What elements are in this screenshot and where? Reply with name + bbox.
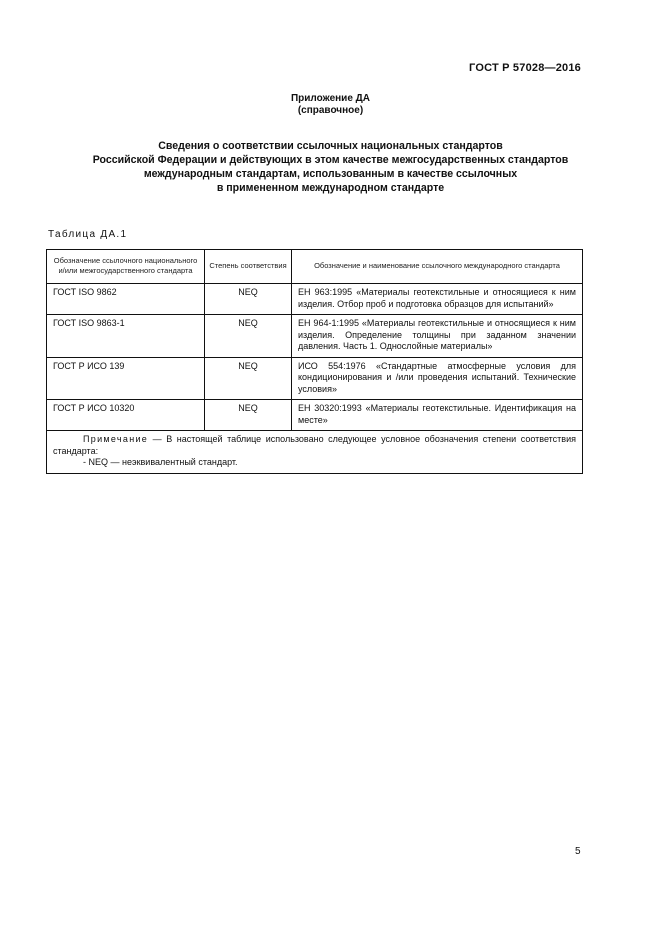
page-number: 5 <box>575 846 581 857</box>
column-header-degree: Степень соответствия <box>205 250 292 284</box>
column-header-national-standard: Обозначение ссылочного национального и/или межгосударственного стандарта <box>47 250 205 284</box>
cell-description: ЕН 963:1995 «Материалы геотекстильные и относящиеся к ним изделия. Отбор проб и подготовка образцов для испытаний» <box>292 284 583 315</box>
cell-standard: ГОСТ Р ИСО 10320 <box>47 400 205 431</box>
cell-description: ИСО 554:1976 «Стандартные атмосферные условия для кондиционирования и /или проведения испытаний. Технические условия» <box>292 357 583 400</box>
cell-degree: NEQ <box>205 400 292 431</box>
table-caption: Таблица ДА.1 <box>48 229 128 240</box>
cell-degree: NEQ <box>205 315 292 358</box>
correspondence-table <box>46 249 583 474</box>
note-label: Примечание <box>83 434 149 444</box>
column-header-international-standard: Обозначение и наименование ссылочного международного стандарта <box>292 250 583 284</box>
table-note <box>47 431 583 474</box>
cell-description: ЕН 964-1:1995 «Материалы геотекстильные и относящиеся к ним изделия. Определение толщины при заданном значении давления. Часть 1. Однослойные материалы» <box>292 315 583 358</box>
table-note-row <box>47 431 583 474</box>
heading-line: Сведения о соответствии ссылочных национальных стандартов <box>158 140 503 152</box>
table-row <box>47 357 583 400</box>
heading-line: Российской Федерации и действующих в этом качестве межгосударственных стандартов <box>92 154 569 166</box>
table-header-row <box>47 250 583 284</box>
standard-code: ГОСТ Р 57028—2016 <box>469 62 581 74</box>
cell-description: ЕН 30320:1993 «Материалы геотекстильные. Идентификация на месте» <box>292 400 583 431</box>
heading-line: международным стандартам, использованным в качестве ссылочных <box>143 168 518 180</box>
heading-line: в примененном международном стандарте <box>216 182 445 194</box>
cell-standard: ГОСТ ISO 9862 <box>47 284 205 315</box>
note-item: - NEQ — неэквивалентный стандарт. <box>83 457 238 467</box>
cell-standard: ГОСТ ISO 9863-1 <box>47 315 205 358</box>
cell-standard: ГОСТ Р ИСО 139 <box>47 357 205 400</box>
appendix-subtitle: (справочное) <box>297 105 364 116</box>
document-heading <box>40 139 621 195</box>
table-row <box>47 284 583 315</box>
table-row <box>47 400 583 431</box>
appendix-title: Приложение ДА <box>290 93 371 104</box>
cell-degree: NEQ <box>205 284 292 315</box>
note-text: — В настоящей таблице использовано следующее условное обозначения степени соответствия стандарта: <box>53 434 576 456</box>
table-row <box>47 315 583 358</box>
appendix-block <box>0 93 661 117</box>
cell-degree: NEQ <box>205 357 292 400</box>
